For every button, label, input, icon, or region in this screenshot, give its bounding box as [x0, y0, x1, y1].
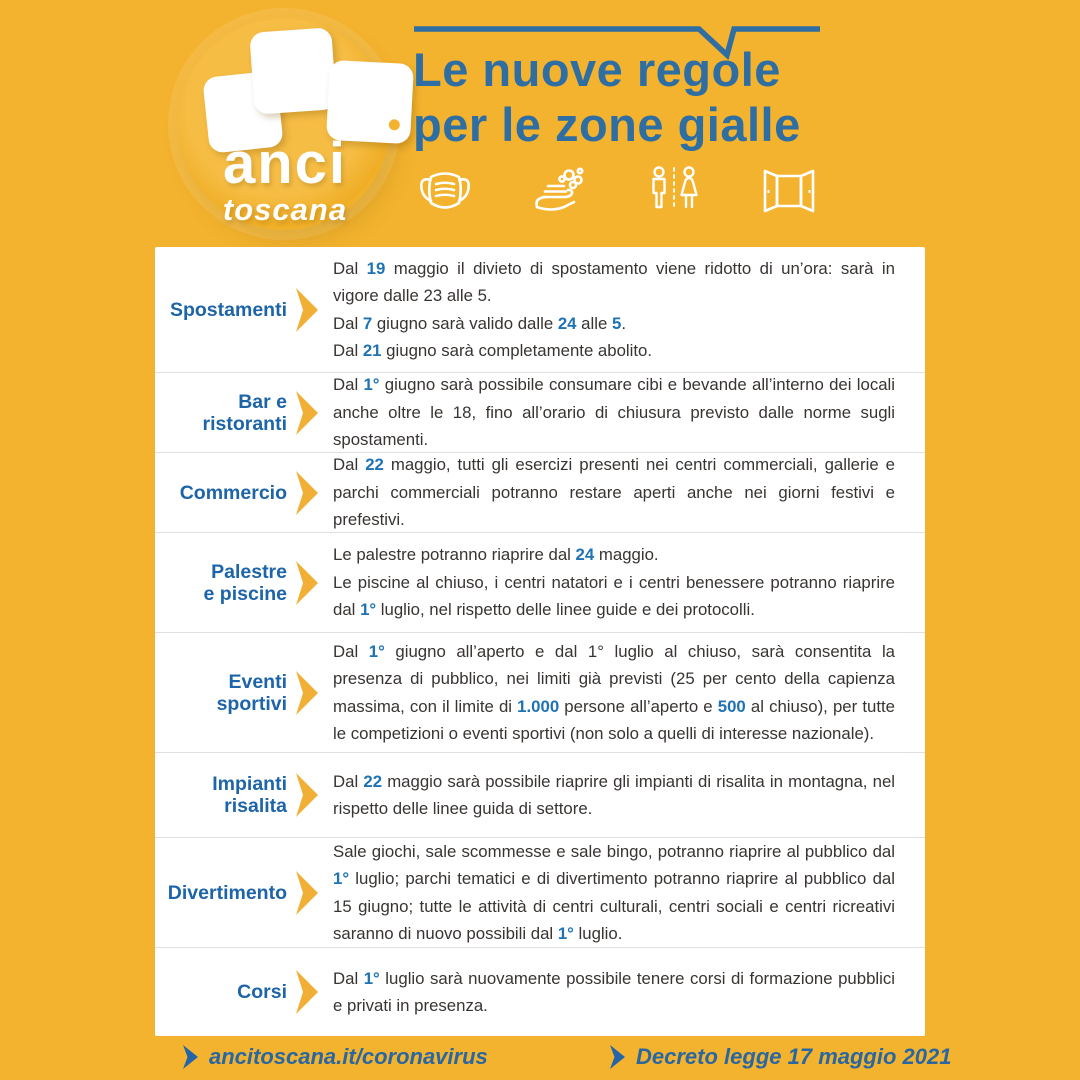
- rule-arrow-icon: [296, 970, 318, 1014]
- rule-row: [155, 633, 925, 753]
- rule-row: [155, 453, 925, 533]
- rule-arrow-icon: [296, 773, 318, 817]
- rule-label: Commercio: [179, 481, 287, 504]
- rule-label: Corsi: [237, 981, 287, 1003]
- anci-toscana-logo: [170, 8, 400, 240]
- footer-website[interactable]: [183, 1044, 488, 1070]
- page-title: [413, 42, 801, 152]
- rule-row: [155, 247, 925, 373]
- social-distance-icon: [645, 163, 703, 219]
- rule-text: Dal 22 maggio, tutti gli esercizi presenti nei centri commerciali, gallerie e parchi commerciali potranno restare aperti anche nei giorni festivi e prefestivi.: [333, 455, 895, 530]
- rule-row: [155, 948, 925, 1036]
- rule-text: Dal 1° giugno all’aperto e dal 1° luglio al chiuso, sarà consentita la presenza di pubblico, nei limiti già previsti (25 per cento della capienza massima, con il limite di 1.000 persone all’aperto e 500 al chiuso), per tutte le competizioni o eventi sportivi (non solo a quelli di interesse nazionale).: [333, 641, 896, 743]
- rule-label: Eventi sportivi: [216, 670, 287, 715]
- logo-square-dot: [389, 119, 401, 131]
- footer-arrow-icon: [183, 1045, 198, 1069]
- rule-text: Dal 22 maggio sarà possibile riaprire gli impianti di risalita in montagna, nel rispetto delle linee guida di settore.: [333, 771, 896, 818]
- footer-website-url[interactable]: ancitoscana.it/coronavirus: [209, 1044, 488, 1069]
- rule-label: Palestre e piscine: [203, 560, 287, 605]
- logo-square-top: [249, 27, 337, 115]
- rule-label: Bar e ristoranti: [202, 390, 287, 435]
- footer-arrow-icon: [610, 1045, 625, 1069]
- open-window-icon: [760, 163, 818, 219]
- page-title-line2: per le zone gialle: [413, 98, 801, 151]
- mask-icon: [416, 163, 474, 219]
- rule-text: Sale giochi, sale scommesse e sale bingo, potranno riaprire al pubblico dal 1° luglio; parchi tematici e di divertimento potranno riaprire al pubblico dal 15 giugno; tutte le attività di centri culturali, centri sociali e centri ricreativi saranno di nuovo possibili dal 1° luglio.: [333, 841, 895, 943]
- rule-arrow-icon: [296, 871, 318, 915]
- footer-decree-text: Decreto legge 17 maggio 2021: [636, 1044, 952, 1069]
- rule-row: [155, 533, 925, 633]
- rule-arrow-icon: [296, 471, 318, 515]
- rule-arrow-icon: [296, 671, 318, 715]
- prevention-icons-row: [416, 163, 818, 219]
- logo-text-toscana: toscana: [222, 192, 348, 227]
- handwash-icon: [531, 163, 589, 219]
- rule-arrow-icon: [296, 288, 318, 332]
- footer-decree: [610, 1044, 951, 1070]
- page-title-line1: Le nuove regole: [413, 43, 781, 96]
- rule-row: [155, 753, 925, 838]
- rule-row: [155, 838, 925, 948]
- rule-text: Le palestre potranno riaprire dal 24 maggio. Le piscine al chiuso, i centri natatori e i centri benessere potranno riaprire dal 1° luglio, nel rispetto delle linee guide e dei protocolli.: [333, 545, 895, 620]
- rule-label: Impianti risalita: [212, 773, 287, 817]
- rules-card: [155, 247, 925, 1036]
- rule-label: Divertimento: [167, 881, 287, 904]
- rule-arrow-icon: [296, 391, 318, 435]
- rule-text: Dal 19 maggio il divieto di spostamento viene ridotto di un’ora: sarà in vigore dalle 23 alle 5. Dal 7 giugno sarà valido dalle 24 alle 5. Dal 21 giugno sarà completamente abolito.: [333, 258, 895, 360]
- rule-text: Dal 1° giugno sarà possibile consumare cibi e bevande all’interno dei locali anche oltre le 18, fino all’orario di chiusura previsto dalle norme sugli spostamenti.: [333, 375, 896, 450]
- rule-row: [155, 373, 925, 453]
- rule-arrow-icon: [296, 561, 318, 605]
- rule-text: Dal 1° luglio sarà nuovamente possibile tenere corsi di formazione pubblici e privati in presenza.: [333, 968, 896, 1015]
- logo-text-anci: anci: [222, 131, 348, 196]
- rule-label: Spostamenti: [169, 298, 287, 321]
